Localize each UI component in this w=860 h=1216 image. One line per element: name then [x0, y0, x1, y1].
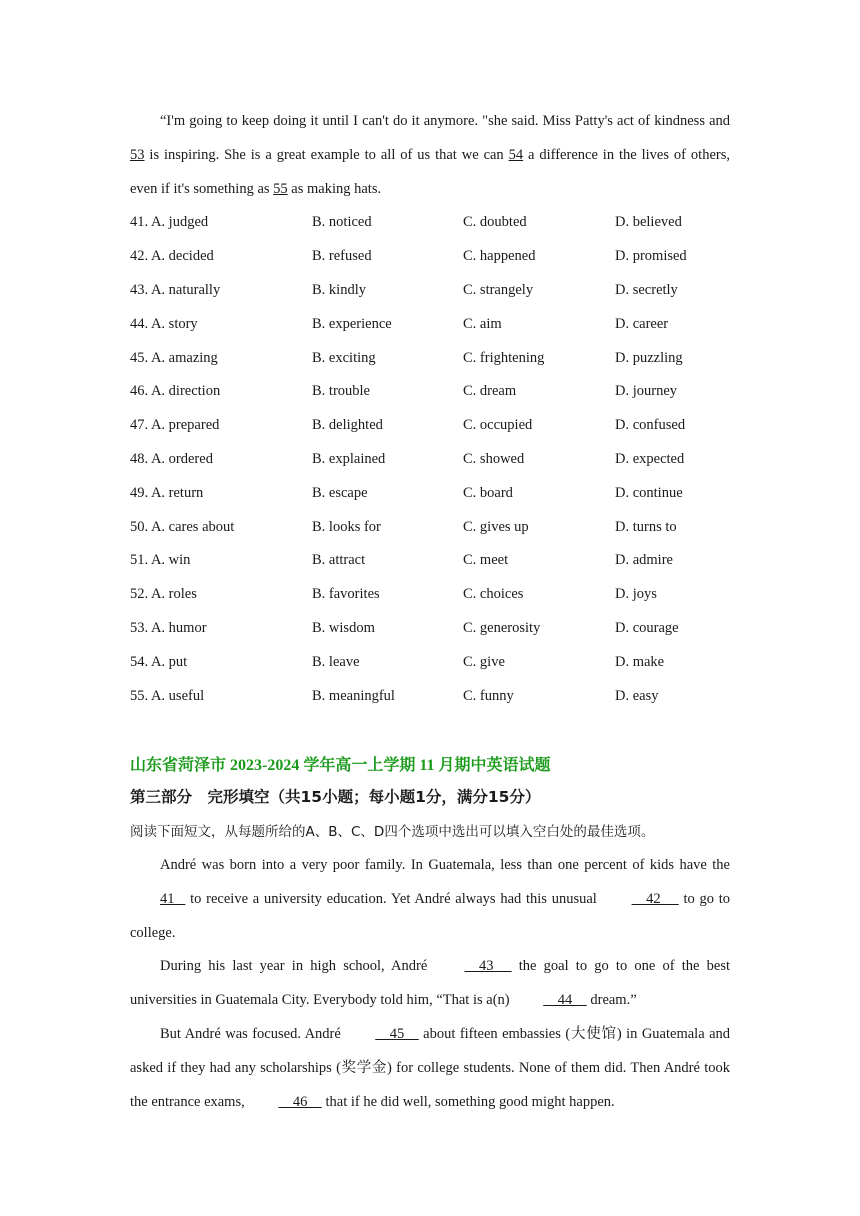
option-a: 48. A. ordered [130, 450, 213, 467]
option-a: 49. A. return [130, 484, 204, 501]
option-d: D. courage [615, 619, 679, 636]
option-a: 44. A. story [130, 315, 198, 332]
option-b: B. noticed [312, 214, 372, 231]
option-d: D. journey [615, 383, 678, 400]
blank-54: 54 [508, 147, 524, 163]
option-c: C. occupied [463, 417, 533, 434]
paragraph-text: to receive a university education. Yet André always had this unusual [185, 891, 602, 907]
option-d: D. continue [615, 484, 683, 501]
paragraph-text: to go to college. [130, 891, 730, 941]
option-b: B. escape [312, 484, 368, 501]
option-row [130, 612, 755, 646]
option-c: C. board [463, 484, 513, 501]
option-d: D. promised [615, 248, 687, 265]
option-a: 42. A. decided [130, 248, 214, 265]
paragraph-3 [130, 1017, 730, 1119]
passage-text: as making hats. [287, 181, 382, 197]
option-a: 50. A. cares about [130, 518, 235, 535]
option-b: B. favorites [312, 586, 380, 603]
option-c: C. happened [463, 248, 536, 265]
option-d: D. believed [615, 214, 682, 231]
option-c: C. gives up [463, 518, 529, 535]
paragraph-text: André was born into a very poor family. In Guatemala, less than one percent of kids have the [160, 857, 730, 873]
option-d: D. confused [615, 417, 686, 434]
option-a: 53. A. humor [130, 619, 207, 636]
option-row [130, 510, 755, 544]
option-row [130, 274, 755, 308]
blank-45: 45 [375, 1026, 419, 1042]
option-c: C. strangely [463, 281, 534, 298]
option-d: D. admire [615, 552, 673, 569]
paragraph-2 [130, 949, 730, 1017]
option-b: B. refused [312, 248, 372, 265]
paragraph-text: the goal to go to one of the best universities in Guatemala City. Everybody told him, “That is a(n) [130, 958, 730, 1008]
option-c: C. funny [463, 687, 514, 704]
exam-title: 山东省菏泽市 2023-2024 学年高一上学期 11 月期中英语试题 [130, 757, 551, 774]
paragraph-1 [130, 848, 730, 950]
paragraph-text: But André was focused. André [160, 1026, 346, 1042]
option-row [130, 240, 755, 274]
blank-44: 44 [543, 992, 587, 1008]
paragraph-text: about fifteen embassies (大使馆) in Guatemala and asked if they had any scholarships (奖学金) for college students. None of them did. Then André took the entrance exams, [130, 1026, 731, 1110]
blank-46: 46 [278, 1094, 322, 1110]
passage-ending [130, 104, 730, 206]
option-c: C. give [463, 653, 505, 670]
option-d: D. puzzling [615, 349, 683, 366]
option-c: C. generosity [463, 619, 541, 636]
passage-text: a difference in the lives of others, even if it's something as [130, 147, 730, 197]
option-c: C. frightening [463, 349, 545, 366]
option-c: C. showed [463, 450, 525, 467]
paragraph-text: that if he did well, something good might happen. [321, 1094, 615, 1110]
option-b: B. experience [312, 315, 392, 332]
blank-42: 42 [631, 891, 679, 907]
instruction-text: 阅读下面短文，从每题所给的A、B、C、D四个选项中选出可以填入空白处的最佳选项。 [130, 824, 655, 840]
option-b: B. leave [312, 653, 360, 670]
blank-43: 43 [464, 958, 512, 974]
option-row [130, 307, 755, 341]
passage-text: “I'm going to keep doing it until I can't do it anymore. "she said. Miss Patty's act of kindness and [160, 113, 730, 129]
option-b: B. looks for [312, 518, 381, 535]
option-b: B. trouble [312, 383, 370, 400]
option-row [130, 409, 755, 443]
option-c: C. doubted [463, 214, 527, 231]
option-d: D. make [615, 653, 665, 670]
option-c: C. dream [463, 383, 517, 400]
option-d: D. joys [615, 586, 657, 603]
option-row [130, 544, 755, 578]
option-d: D. secretly [615, 281, 678, 298]
option-b: B. delighted [312, 417, 383, 434]
option-a: 51. A. win [130, 552, 191, 569]
option-b: B. meaningful [312, 687, 395, 704]
option-a: 41. A. judged [130, 214, 209, 231]
option-row [130, 375, 755, 409]
option-c: C. choices [463, 586, 524, 603]
option-a: 54. A. put [130, 653, 188, 670]
option-row [130, 476, 755, 510]
option-a: 43. A. naturally [130, 281, 221, 298]
option-a: 46. A. direction [130, 383, 221, 400]
paragraph-text: During his last year in high school, André [160, 958, 435, 974]
option-row [130, 443, 755, 477]
option-a: 55. A. useful [130, 687, 205, 704]
blank-41: 41 [160, 891, 186, 907]
option-d: D. easy [615, 687, 659, 704]
blank-55: 55 [273, 181, 288, 197]
option-row [130, 645, 755, 679]
options-table [130, 206, 755, 713]
section-title: 第三部分 完形填空（共15小题；每小题1分，满分15分） [130, 788, 541, 806]
option-d: D. career [615, 315, 669, 332]
blank-53: 53 [130, 147, 145, 163]
option-a: 52. A. roles [130, 586, 197, 603]
option-b: B. attract [312, 552, 366, 569]
option-b: B. exciting [312, 349, 376, 366]
option-c: C. aim [463, 315, 502, 332]
option-b: B. explained [312, 450, 386, 467]
option-b: B. wisdom [312, 619, 375, 636]
option-a: 47. A. prepared [130, 417, 220, 434]
paragraph-text: dream.” [586, 992, 637, 1008]
option-c: C. meet [463, 552, 509, 569]
option-row [130, 578, 755, 612]
option-row [130, 679, 755, 713]
option-d: D. turns to [615, 518, 677, 535]
option-a: 45. A. amazing [130, 349, 218, 366]
option-b: B. kindly [312, 281, 366, 298]
passage-text: is inspiring. She is a great example to all of us that we can [144, 147, 509, 163]
option-d: D. expected [615, 450, 685, 467]
option-row [130, 206, 755, 240]
option-row [130, 341, 755, 375]
